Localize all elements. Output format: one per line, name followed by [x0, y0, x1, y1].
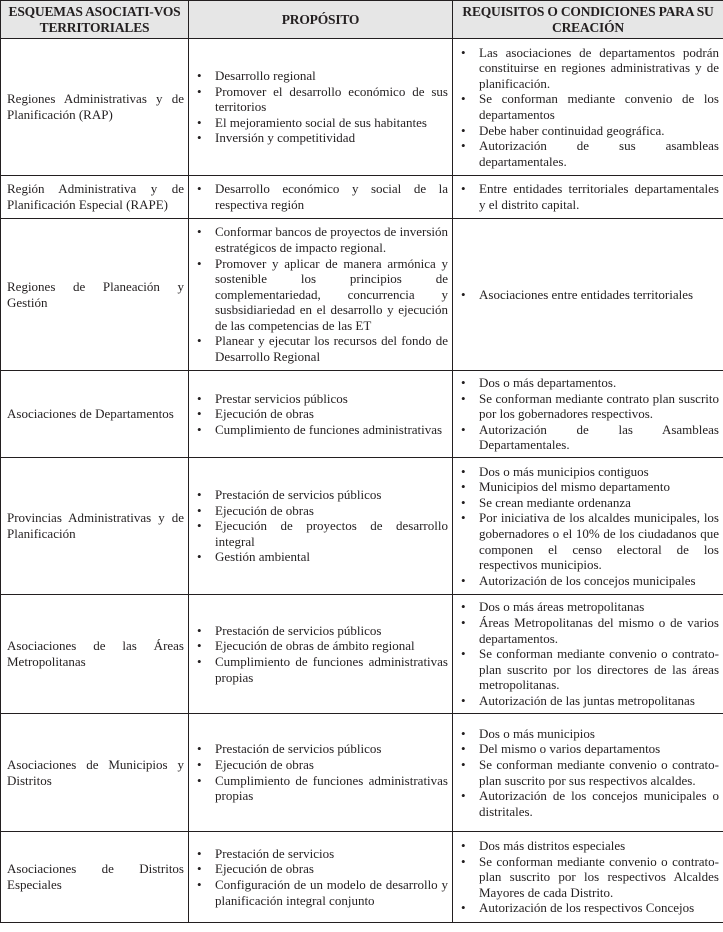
bullet-icon: •	[197, 83, 202, 99]
list-item-text: Desarrollo regional	[215, 68, 316, 84]
bullet-icon: •	[461, 421, 466, 437]
header-row	[1, 1, 723, 39]
table-row	[1, 371, 723, 458]
bullet-icon: •	[461, 741, 466, 757]
bullet-icon: •	[461, 181, 466, 197]
list-item-text: Prestación de servicios públicos	[215, 622, 382, 638]
list-item	[193, 623, 448, 639]
list-item	[193, 846, 448, 862]
bullet-icon: •	[197, 654, 202, 669]
bullet-icon: •	[461, 725, 466, 741]
list-item-text: Por iniciativa de los alcaldes municipales, los gobernadores o el 10% de los ciudadanos que componen el censo electoral de los respectivos municipios.	[479, 510, 719, 573]
bullet-icon: •	[461, 788, 466, 804]
scheme-name-cell: Asociaciones de Departamentos	[1, 371, 189, 458]
list-item	[193, 130, 448, 146]
list-item	[193, 224, 448, 255]
list-item-text: Ejecución de obras	[215, 756, 314, 772]
bullet-icon: •	[461, 91, 466, 107]
purpose-list	[193, 68, 448, 146]
list-item-text: Desarrollo económico y social de la respectiva región	[215, 181, 448, 212]
requirements-list	[457, 287, 719, 303]
bullet-icon: •	[461, 138, 466, 154]
requirements-list	[457, 838, 719, 916]
purpose-list	[193, 181, 448, 212]
purpose-cell	[189, 39, 453, 176]
bullet-icon: •	[461, 838, 466, 854]
list-item	[193, 84, 448, 115]
bullet-icon: •	[197, 518, 202, 534]
bullet-icon: •	[461, 390, 466, 406]
list-item-text: Promover y aplicar de manera armónica y sostenible los principios de complementariedad, concurrencia y susbsidiariedad en el desarrollo y ejecución de las competencias de las ET	[215, 255, 448, 333]
list-item	[457, 646, 719, 693]
list-item-text: Dos o más áreas metropolitanas	[479, 599, 645, 615]
list-item-text: Ejecución de obras	[215, 406, 314, 422]
bullet-icon: •	[197, 114, 202, 130]
list-item-text: Debe haber continuidad geográfica.	[479, 122, 665, 138]
bullet-icon: •	[461, 900, 466, 916]
bullet-icon: •	[197, 549, 202, 565]
purpose-list	[193, 391, 448, 438]
list-item	[457, 741, 719, 757]
bullet-icon: •	[461, 122, 466, 138]
list-item	[193, 391, 448, 407]
bullet-icon: •	[197, 502, 202, 518]
list-item-text: Planear y ejecutar los recursos del fondo de Desarrollo Regional	[215, 333, 448, 365]
table-row	[1, 595, 723, 714]
list-item-text: Municipios del mismo departamento	[479, 479, 670, 495]
purpose-cell	[189, 832, 453, 923]
list-item-text: Cumplimiento de funciones administrativas	[215, 421, 443, 437]
bullet-icon: •	[461, 646, 466, 662]
list-item-text: Ejecución de proyectos de desarrollo integral	[215, 518, 448, 549]
list-item	[193, 877, 448, 908]
bullet-icon: •	[197, 861, 202, 877]
bullet-icon: •	[197, 390, 202, 406]
list-item	[457, 615, 719, 646]
list-item-text: Se conforman mediante convenio o contrato-plan suscrito por sus respectivos alcaldes.	[479, 756, 719, 788]
requirements-list	[457, 599, 719, 708]
table-row	[1, 176, 723, 219]
list-item	[457, 495, 719, 511]
list-item	[193, 487, 448, 503]
table-row	[1, 458, 723, 595]
table-body	[1, 39, 723, 923]
list-item-text: Se crean mediante ordenanza	[479, 494, 631, 510]
bullet-icon: •	[197, 68, 202, 84]
bullet-icon: •	[197, 181, 202, 197]
requirements-list	[457, 726, 719, 820]
list-item	[457, 693, 719, 709]
list-item-text: Configuración de un modelo de desarrollo y planificación integral conjunto	[215, 877, 448, 908]
table-row	[1, 39, 723, 176]
list-item-text: Dos o más departamentos.	[479, 375, 617, 391]
list-item	[193, 518, 448, 549]
bullet-icon: •	[461, 44, 466, 60]
bullet-icon: •	[461, 615, 466, 631]
requirements-list	[457, 181, 719, 212]
list-item-text: Se conforman mediante convenio o contrato-plan suscrito por los directores de las áreas metropolitanas.	[479, 646, 719, 693]
list-item	[457, 45, 719, 92]
list-item	[193, 741, 448, 757]
bullet-icon: •	[461, 692, 466, 708]
requirements-cell	[453, 39, 723, 176]
scheme-name-cell: Asociaciones de Distritos Especiales	[1, 832, 189, 923]
bullet-icon: •	[197, 487, 202, 503]
requirements-list	[457, 375, 719, 453]
list-item	[193, 638, 448, 654]
bullet-icon: •	[461, 375, 466, 391]
bullet-icon: •	[461, 494, 466, 510]
scheme-name-cell: Región Administrativa y de Planificación Especial (RAPE)	[1, 176, 189, 219]
requirements-cell	[453, 458, 723, 595]
scheme-name-cell: Regiones de Planeación y Gestión	[1, 219, 189, 371]
purpose-list	[193, 623, 448, 685]
bullet-icon: •	[197, 406, 202, 422]
list-item	[457, 287, 719, 303]
bullet-icon: •	[461, 756, 466, 772]
requirements-cell	[453, 371, 723, 458]
list-item-text: Prestación de servicios públicos	[215, 487, 382, 503]
bullet-icon: •	[197, 772, 202, 788]
requirements-cell	[453, 832, 723, 923]
list-item-text: Prestación de servicios públicos	[215, 741, 382, 757]
list-item-text: Las asociaciones de departamentos podrán constituirse en regiones administrativas y de planificación.	[479, 44, 719, 91]
list-item	[457, 599, 719, 615]
scheme-name-cell: Provincias Administrativas y de Planificación	[1, 458, 189, 595]
list-item	[193, 406, 448, 422]
list-item	[457, 900, 719, 916]
table-row	[1, 832, 723, 923]
list-item-text: Gestión ambiental	[215, 549, 310, 565]
list-item-text: Ejecución de obras de ámbito regional	[215, 638, 415, 654]
list-item	[457, 757, 719, 788]
list-item-text: Se conforman mediante contrato plan suscrito por los gobernadores respectivos.	[479, 390, 719, 422]
list-item-text: Autorización de las juntas metropolitanas	[479, 692, 695, 708]
list-item	[457, 375, 719, 391]
list-item	[457, 464, 719, 480]
bullet-icon: •	[461, 286, 466, 302]
list-item	[457, 573, 719, 589]
scheme-name-cell: Asociaciones de las Áreas Metropolitanas	[1, 595, 189, 714]
list-item	[193, 861, 448, 877]
list-item-text: Inversión y competitividad	[215, 130, 356, 146]
list-item	[193, 256, 448, 334]
list-item	[457, 788, 719, 819]
list-item	[193, 773, 448, 804]
list-item	[193, 757, 448, 773]
requirements-cell	[453, 219, 723, 371]
list-item-text: Asociaciones entre entidades territoriales	[479, 286, 694, 302]
list-item-text: Ejecución de obras	[215, 861, 314, 877]
list-item-text: Del mismo o varios departamentos	[479, 741, 661, 757]
list-item	[457, 181, 719, 212]
bullet-icon: •	[197, 877, 202, 892]
requirements-list	[457, 464, 719, 589]
requirements-list	[457, 45, 719, 170]
purpose-cell	[189, 595, 453, 714]
list-item-text: Autorización de sus asambleas departamentales.	[479, 138, 719, 169]
list-item-text: El mejoramiento social de sus habitantes	[215, 114, 427, 130]
scheme-name-cell: Asociaciones de Municipios y Distritos	[1, 714, 189, 832]
list-item-text: Prestación de servicios	[215, 845, 335, 861]
purpose-list	[193, 741, 448, 803]
list-item	[457, 838, 719, 854]
list-item-text: Autorización de los concejos municipales o distritales.	[479, 788, 719, 819]
bullet-icon: •	[197, 622, 202, 638]
list-item-text: Entre entidades territoriales departamentales y el distrito capital.	[479, 181, 719, 212]
purpose-cell	[189, 458, 453, 595]
bullet-icon: •	[461, 853, 466, 869]
list-item-text: Autorización de los respectivos Concejos	[479, 900, 695, 916]
list-item	[193, 654, 448, 685]
bullet-icon: •	[197, 130, 202, 146]
bullet-icon: •	[461, 599, 466, 615]
list-item-text: Áreas Metropolitanas del mismo o de varios departamentos.	[479, 615, 719, 646]
list-item	[193, 503, 448, 519]
header-esquemas: ESQUEMAS ASOCIATI-VOS TERRITORIALES	[1, 1, 189, 39]
list-item	[457, 510, 719, 572]
purpose-list	[193, 846, 448, 908]
header-proposito: PROPÓSITO	[189, 1, 453, 39]
table-row	[1, 219, 723, 371]
bullet-icon: •	[197, 741, 202, 757]
table-header	[1, 1, 723, 39]
purpose-cell	[189, 371, 453, 458]
list-item	[193, 549, 448, 565]
list-item	[457, 854, 719, 901]
purpose-list	[193, 487, 448, 565]
list-item-text: Ejecución de obras	[215, 502, 314, 518]
bullet-icon: •	[197, 255, 202, 271]
bullet-icon: •	[197, 756, 202, 772]
list-item	[457, 91, 719, 122]
requirements-cell	[453, 714, 723, 832]
list-item	[457, 726, 719, 742]
list-item	[457, 422, 719, 453]
purpose-cell	[189, 714, 453, 832]
list-item-text: Se conforman mediante convenio de los departamentos	[479, 91, 719, 122]
list-item	[193, 181, 448, 212]
list-item-text: Cumplimiento de funciones administrativas propias	[215, 772, 448, 804]
bullet-icon: •	[197, 224, 202, 240]
list-item-text: Dos más distritos especiales	[479, 838, 626, 854]
list-item	[457, 391, 719, 422]
bullet-icon: •	[197, 638, 202, 654]
bullet-icon: •	[461, 510, 466, 526]
list-item-text: Prestar servicios públicos	[215, 390, 348, 406]
list-item-text: Conformar bancos de proyectos de inversión estratégicos de impacto regional.	[215, 224, 448, 255]
list-item-text: Dos o más municipios contiguos	[479, 463, 649, 479]
list-item-text: Promover el desarrollo económico de sus territorios	[215, 83, 448, 115]
list-item	[457, 123, 719, 139]
table-row	[1, 714, 723, 832]
bullet-icon: •	[197, 421, 202, 437]
purpose-cell	[189, 219, 453, 371]
purpose-list	[193, 224, 448, 364]
requirements-cell	[453, 595, 723, 714]
list-item	[457, 138, 719, 169]
bullet-icon: •	[461, 572, 466, 588]
list-item	[193, 422, 448, 438]
list-item-text: Autorización de las Asambleas Departamentales.	[479, 421, 719, 453]
bullet-icon: •	[197, 333, 202, 349]
bullet-icon: •	[197, 845, 202, 861]
list-item	[193, 333, 448, 364]
list-item-text: Se conforman mediante convenio o contrato-plan suscrito por los respectivos Alcaldes Mayores de cada Distrito.	[479, 853, 719, 900]
bullet-icon: •	[461, 479, 466, 495]
list-item	[193, 115, 448, 131]
bullet-icon: •	[461, 463, 466, 479]
requirements-cell	[453, 176, 723, 219]
header-requisitos: REQUISITOS O CONDICIONES PARA SU CREACIÓN	[453, 1, 723, 39]
list-item-text: Autorización de los concejos municipales	[479, 572, 696, 588]
list-item	[193, 68, 448, 84]
list-item-text: Cumplimiento de funciones administrativas propias	[215, 654, 448, 685]
purpose-cell	[189, 176, 453, 219]
list-item-text: Dos o más municipios	[479, 725, 595, 741]
list-item	[457, 479, 719, 495]
scheme-name-cell: Regiones Administrativas y de Planificación (RAP)	[1, 39, 189, 176]
